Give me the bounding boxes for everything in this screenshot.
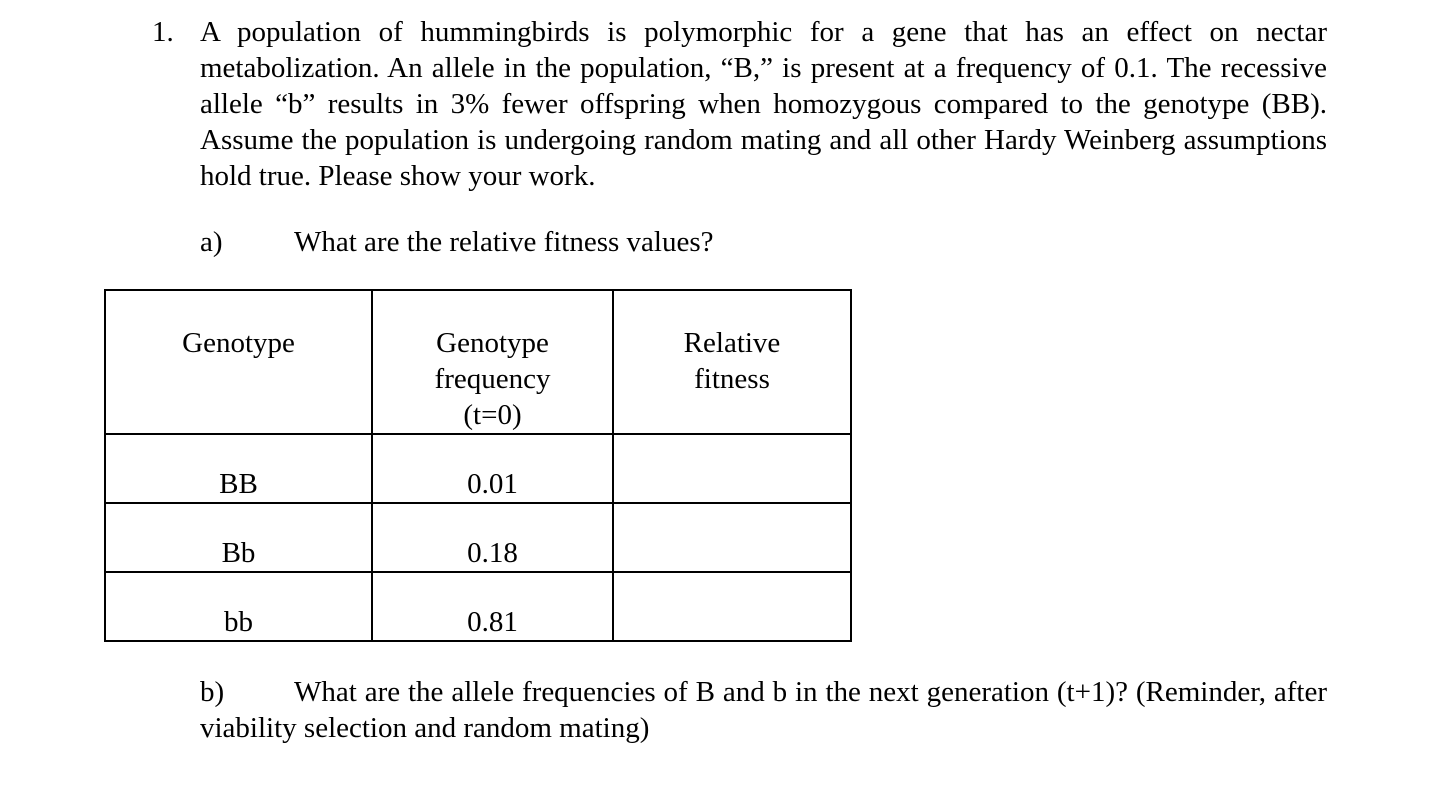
frequency-cell: 0.01 [372,434,613,503]
part-a-label: a) [200,226,223,258]
fitness-cell[interactable] [613,572,851,641]
table-row [105,503,851,572]
fitness-cell[interactable] [613,503,851,572]
fitness-cell[interactable] [613,434,851,503]
genotype-cell: BB [105,434,372,503]
frequency-cell: 0.81 [372,572,613,641]
fitness-table [104,289,852,642]
genotype-cell: Bb [105,503,372,572]
header-relative-fitness [613,290,851,434]
question-number: 1. [152,16,174,48]
header-frequency-line-2: frequency [434,363,551,395]
table-row [105,572,851,641]
header-genotype-label: Genotype [182,327,295,359]
part-b-label: b) [200,676,225,708]
header-genotype-frequency [372,290,613,434]
header-frequency-line-1: Genotype [436,327,549,359]
header-fitness-line-2: fitness [694,363,770,395]
genotype-cell: bb [105,572,372,641]
part-b-text: What are the allele frequencies of B and b in the next generation (t+1)? (Reminder, after viability selection and random mating) [200,676,1327,744]
header-frequency-line-3: (t=0) [463,399,522,431]
table-row [105,434,851,503]
header-genotype [105,290,372,434]
question-text: A population of hummingbirds is polymorphic for a gene that has an effect on nectar metabolization. An allele in the population, “B,” is present at a frequency of 0.1. The recessive allele “b” results in 3% fewer offspring when homozygous compared to the genotype (BB). Assume the population is undergoing random mating and all other Hardy Weinberg assumptions hold true. Please show your work. [200,16,1327,192]
frequency-cell: 0.18 [372,503,613,572]
table-header-row [105,290,851,434]
header-fitness-line-1: Relative [683,327,781,359]
part-a-text: What are the relative fitness values? [294,226,714,258]
